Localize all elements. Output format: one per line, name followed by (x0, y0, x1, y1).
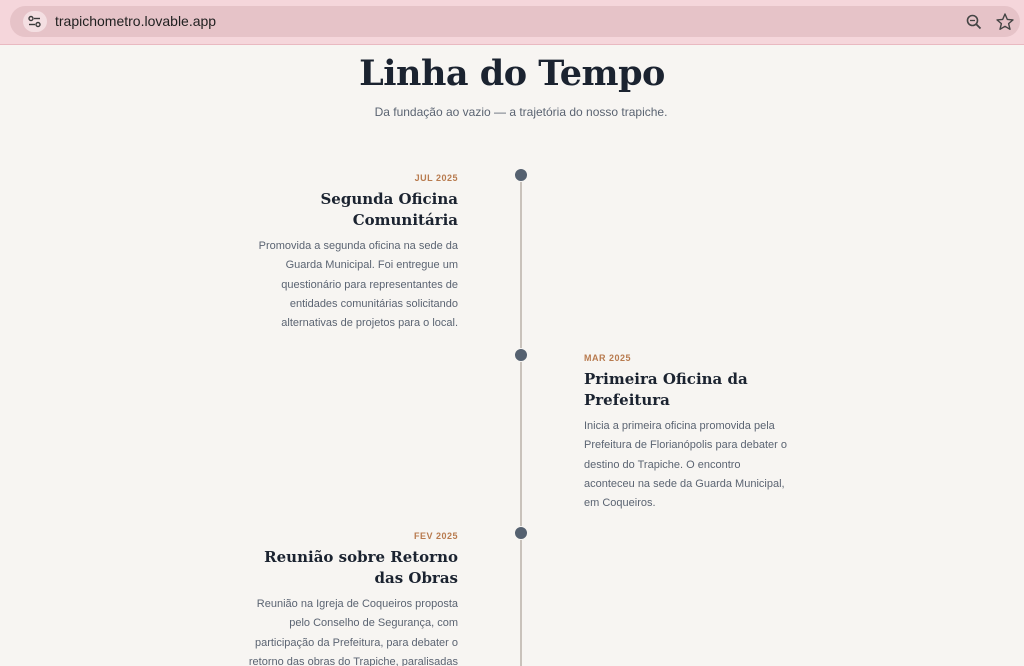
event-description: Inicia a primeira oficina promovida pela Prefeitura de Florianópolis para debater o destino do Trapiche. O encontro aconteceu na sede da Guarda Municipal, em Coqueiros. (584, 420, 788, 510)
address-bar[interactable] (10, 6, 1020, 37)
star-icon[interactable] (994, 11, 1016, 33)
event-title: Segunda Oficina Comunitária (320, 190, 458, 229)
page-title: Linha do Tempo (359, 53, 665, 94)
event-description: Promovida a segunda oficina na sede da Guarda Municipal. Foi entregue um questionário para representantes de entidades comunitárias solicitando alternativas de projetos para o local. (258, 240, 458, 330)
event-date: JUL 2025 (414, 173, 458, 183)
timeline-dot (514, 168, 528, 182)
zoom-icon[interactable] (963, 11, 985, 33)
event-title: Primeira Oficina da Prefeitura (584, 370, 748, 409)
event-date: FEV 2025 (413, 531, 458, 541)
event-description: Reunião na Igreja de Coqueiros proposta pelo Conselho de Segurança, com participação da Prefeitura, para debater o retorno das obras do Trapiche, paralisadas (248, 598, 458, 666)
url-text[interactable]: trapichometro.lovable.app (55, 13, 217, 29)
site-info-icon[interactable] (23, 11, 47, 32)
event-title: Reunião sobre Retorno das Obras (264, 548, 458, 587)
page-content (0, 45, 1024, 666)
browser-toolbar (0, 0, 1024, 45)
timeline-event (584, 353, 794, 513)
timeline-dot (514, 526, 528, 540)
timeline-dot (514, 348, 528, 362)
timeline-event (248, 531, 458, 666)
page-subtitle: Da fundação ao vazio — a trajetória do nosso trapiche. (374, 105, 668, 119)
timeline-event (248, 173, 458, 333)
event-date: MAR 2025 (584, 353, 632, 363)
timeline-line (520, 175, 522, 666)
